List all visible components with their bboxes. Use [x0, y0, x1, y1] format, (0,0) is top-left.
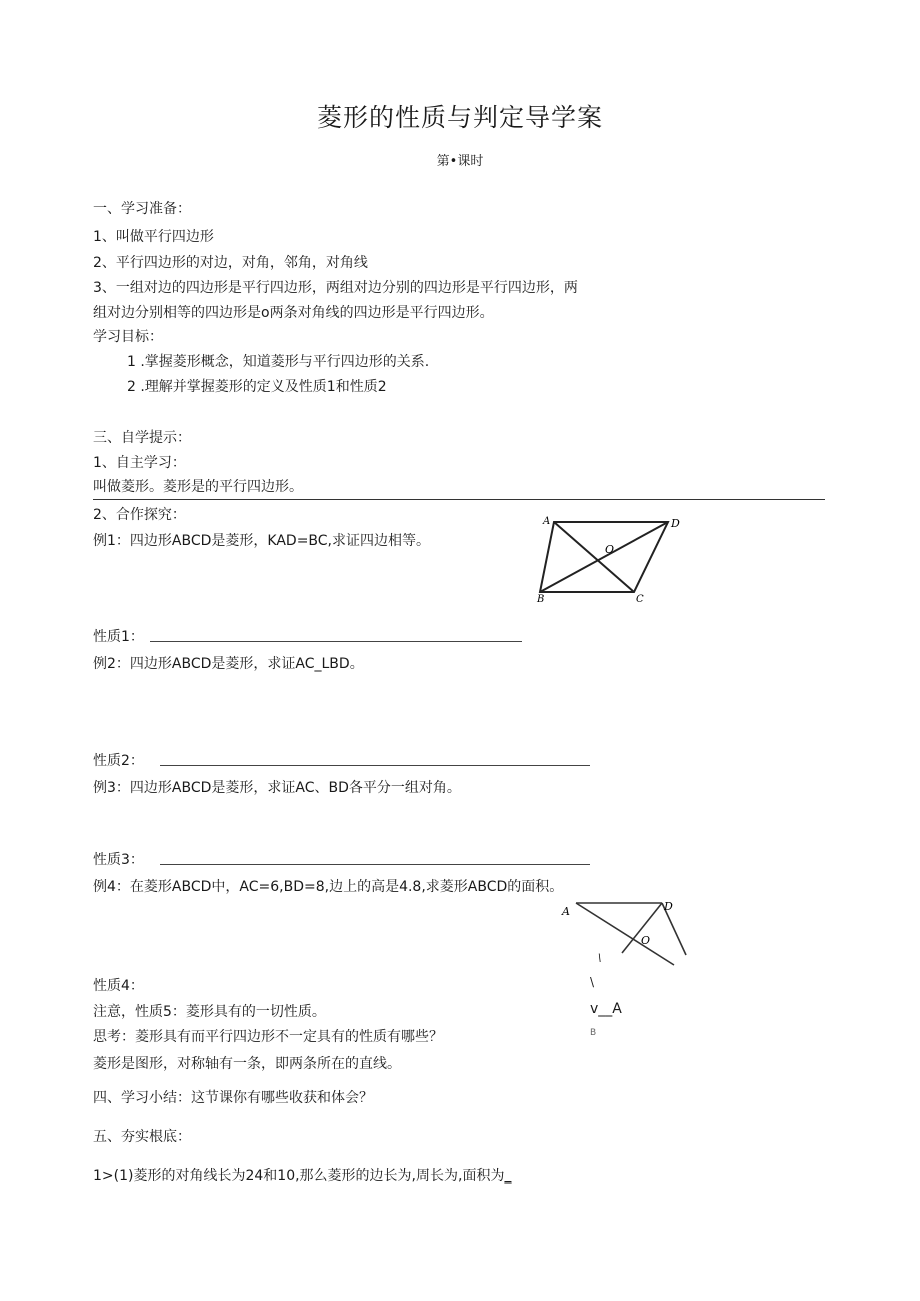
- goal-2: 2 .理解并掌握菱形的定义及性质1和性质2: [127, 379, 387, 395]
- prep-heading: 一、学习准备：: [93, 201, 191, 217]
- rhombus-figure-1: [530, 510, 690, 605]
- figure-mark-b: B: [590, 1028, 597, 1038]
- practice-question-1-blank[interactable]: _: [504, 1168, 512, 1184]
- property-1-label: 性质1：: [93, 629, 144, 645]
- center-label-o: O: [641, 934, 651, 947]
- practice-question-1-text: 1>(1)菱形的对角线长为24和10,那么菱形的边长为,周长为,面积为: [93, 1168, 505, 1184]
- symmetry-statement: 菱形是图形，对称轴有一条，即两条所在的直线。: [93, 1056, 401, 1072]
- vertex-label-a: A: [543, 516, 551, 527]
- property-2-blank[interactable]: [160, 765, 590, 766]
- prep-line-2: 2、平行四边形的对边，对角，邻角，对角线: [93, 255, 368, 271]
- property-3-label: 性质3：: [93, 852, 144, 868]
- vertex-label-d: D: [671, 517, 680, 530]
- prep-line-1: 1、叫做平行四边形: [93, 229, 214, 245]
- hint-1-text: 叫做菱形。菱形是的平行四边形。: [93, 479, 303, 495]
- property-3-blank[interactable]: [160, 864, 590, 865]
- property-2-label: 性质2：: [93, 753, 144, 769]
- goal-1: 1 .掌握菱形概念，知道菱形与平行四边形的关系.: [127, 354, 430, 370]
- section-divider: [93, 499, 825, 500]
- figure-mark-va: v__A: [590, 1001, 622, 1017]
- hint-2: 2、合作探究：: [93, 507, 186, 523]
- center-label-o: O: [605, 543, 615, 556]
- rhombus-figure-2: [558, 893, 698, 973]
- prep-line-4: 组对边分别相等的四边形是o两条对角线的四边形是平行四边形。: [93, 305, 494, 321]
- vertex-label-c: C: [636, 594, 644, 605]
- practice-question-1: [93, 1165, 511, 1185]
- note-property-5: 注意，性质5：菱形具有的一切性质。: [93, 1004, 326, 1020]
- vertex-label-d: D: [664, 900, 673, 913]
- summary-heading: 四、学习小结：这节课你有哪些收获和体会？: [93, 1090, 373, 1106]
- example-2: 例2：四边形ABCD是菱形，求证AC_LBD。: [93, 656, 364, 672]
- page-title: 菱形的性质与判定导学案: [316, 103, 603, 132]
- prep-line-3: 3、一组对边的四边形是平行四边形，两组对边分别的四边形是平行四边形，两: [93, 280, 578, 296]
- think-question: 思考：菱形具有而平行四边形不一定具有的性质有哪些？: [93, 1029, 443, 1045]
- example-3: 例3：四边形ABCD是菱形，求证AC、BD各平分一组对角。: [93, 780, 461, 796]
- figure-mark-backslash: \: [590, 975, 595, 989]
- hint-1: 1、自主学习：: [93, 455, 186, 471]
- vertex-label-b: B: [537, 594, 545, 605]
- example-1: 例1：四边形ABCD是菱形，KAD=BC,求证四边相等。: [93, 533, 431, 549]
- practice-heading: 五、夯实根底：: [93, 1129, 191, 1145]
- page-subtitle: 第•课时: [436, 154, 484, 169]
- property-1-blank[interactable]: [150, 641, 522, 642]
- example-4: 例4：在菱形ABCD中，AC=6,BD=8,边上的高是4.8,求菱形ABCD的面积。: [93, 879, 564, 895]
- goals-heading: 学习目标：: [93, 329, 163, 345]
- figure-mark: \: [598, 953, 602, 964]
- property-4-label: 性质4：: [93, 978, 144, 994]
- hints-heading: 三、自学提示：: [93, 430, 191, 446]
- vertex-label-a: A: [562, 905, 570, 918]
